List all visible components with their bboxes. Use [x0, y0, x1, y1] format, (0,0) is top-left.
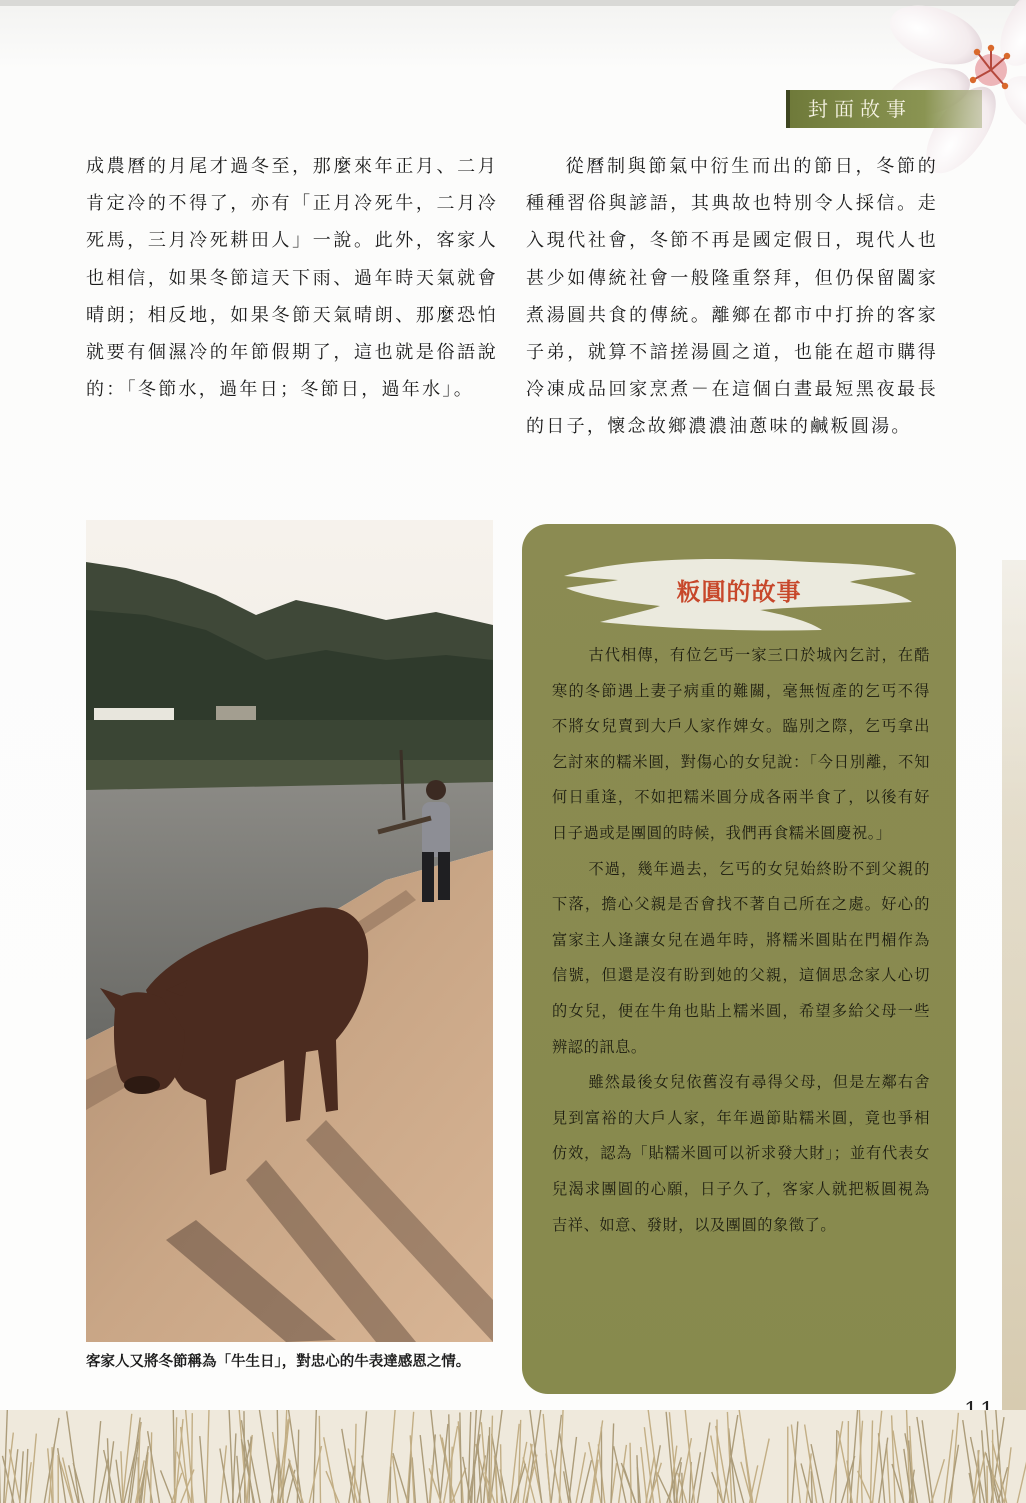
left-paragraph-1: 成農曆的月尾才過冬至，那麼來年正月、二月肯定冷的不得了，亦有「正月冷死牛，二月冷死馬，三月冷死耕田人」一說。此外，客家人也相信，如果冬節這天下雨、過年時天氣就會晴朗；相反地，如果冬節天氣晴朗、那麼恐怕就要有個濕冷的年節假期了，這也就是俗語說的：「冬節水，過年日；冬節日，過年水」。 — [86, 156, 498, 401]
story-paragraph-3: 雖然最後女兒依舊沒有尋得父母，但是左鄰右舍見到富裕的大戶人家，年年過節貼糯米圓，竟也爭相仿效，認為「貼糯米圓可以祈求發大財」；並有代表女兒渴求團圓的心願，日子久了，客家人就把粄圓視為吉祥、如意、發財，以及團圓的象徵了。 — [552, 1073, 930, 1234]
right-edge-field-image — [1002, 560, 1026, 1420]
right-paragraph-1: 從曆制與節氣中衍生而出的節日，冬節的種種習俗與諺語，其典故也特別令人採信。走入現代社會，冬節不再是國定假日，現代人也甚少如傳統社會一般隆重祭拜，但仍保留闔家煮湯圓共食的傳統。離鄉在都市中打拚的客家子弟，就算不諳搓湯圓之道，也能在超市購得冷凍成品回家烹煮－在這個白晝最短黑夜最長的日子，懷念故鄉濃濃油蔥味的鹹粄圓湯。 — [526, 156, 938, 438]
left-column-text — [86, 148, 498, 408]
page-top-edge — [0, 0, 1026, 6]
grass-footer-decoration — [0, 1410, 1026, 1503]
photo-caption: 客家人又將冬節稱為「牛生日」，對忠心的牛表達感恩之情。 — [86, 1354, 471, 1370]
section-label: 封面故事 — [786, 90, 982, 128]
story-paragraph-1: 古代相傳，有位乞丐一家三口於城內乞討，在酷寒的冬節遇上妻子病重的難關，毫無恆產的乞丐不得不將女兒賣到大戶人家作婢女。臨別之際，乞丐拿出乞討來的糯米圓，對傷心的女兒說：「今日別離，不知何日重逢，不如把糯米圓分成各兩半食了，以後有好日子過或是團圓的時候，我們再食糯米圓慶祝。」 — [552, 646, 930, 842]
story-title: 粄圓的故事 — [676, 578, 802, 606]
story-text — [552, 638, 930, 1243]
story-paragraph-2: 不過，幾年過去，乞丐的女兒始終盼不到父親的下落，擔心父親是否會找不著自己所在之處。好心的富家主人逢讓女兒在過年時，將糯米圓貼在門楣作為信號，但還是沒有盼到她的父親，這個思念家人心切的女兒，便在牛角也貼上糯米圓，希望多給父母一些辨認的訊息。 — [552, 859, 930, 1056]
cow-photo — [86, 520, 493, 1342]
right-column-text — [526, 148, 938, 446]
